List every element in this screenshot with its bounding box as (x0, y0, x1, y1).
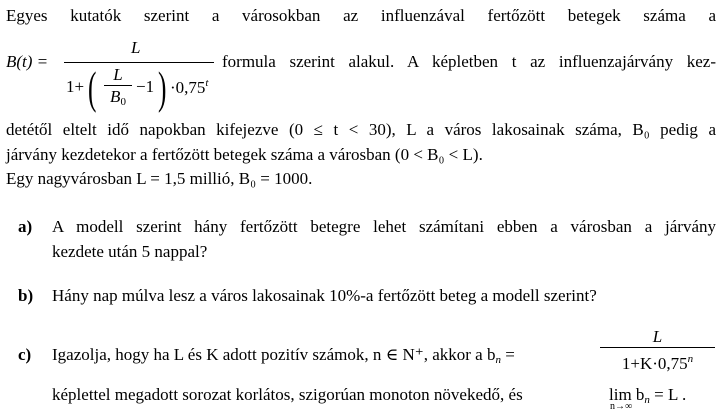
question-a-line-1: A modell szerint hány fertőzött betegre lehet számítani ebben a városban a járvány (52, 217, 716, 236)
question-c-label: c) (18, 345, 32, 364)
inner-fraction (104, 65, 132, 113)
intro-line-3: detétől eltelt idő napokban kifejezve (0 ≤ t < 30), L a város lakosainak száma, B₀ pedig a (6, 120, 716, 139)
right-paren: ) (158, 62, 167, 113)
formula-after-text: formula szerint alakul. A képletben t az influenzajárvány kez- (222, 52, 716, 71)
formula-den-rest: −1 (136, 77, 155, 96)
question-a-label: a) (18, 217, 33, 236)
inner-denominator: $B_0$ (104, 85, 132, 113)
question-b-line-1: Hány nap múlva lesz a város lakosainak 10%-a fertőzött beteg a modell szerint? (52, 286, 597, 305)
intro-line-1: Egyes kutatók szerint a városokban az influenzával fertőzött betegek száma a (6, 6, 716, 25)
formula-lhs: B(t) = (6, 52, 49, 71)
formula-numerator: L (131, 38, 141, 57)
formula-fraction-bar (64, 62, 214, 63)
bn-denominator: $1+K\cdot 0,75^n$ (600, 347, 715, 375)
question-b-label: b) (18, 286, 34, 305)
formula-denominator (66, 62, 216, 113)
limit-expression: $\lim b_n = L$ . n→∞ (609, 385, 687, 412)
question-a-line-2: kezdete után 5 nappal? (52, 242, 208, 261)
bn-fraction (600, 327, 715, 375)
question-c-line-2: képlettel megadott sorozat korlátos, szigorúan monoton növekedő, és (52, 385, 523, 404)
formula-den-tail: $\cdot 0,75^t$ (170, 77, 209, 97)
limit-subscript: n→∞ (610, 401, 633, 412)
intro-line-4: járvány kezdetekor a fertőzött betegek száma a városban (0 < B₀ < L). (6, 145, 483, 164)
formula-den-one-plus: 1+ (66, 77, 85, 96)
inner-numerator: L (113, 65, 123, 84)
question-c-line-1: Igazolja, hogy ha L és K adott pozitív számok, n ∈ N⁺, akkor a $b_n$ = (52, 345, 515, 366)
left-paren: ( (88, 62, 97, 113)
intro-line-5: Egy nagyvárosban L = 1,5 millió, B₀ = 1000. (6, 169, 313, 188)
bn-numerator: L (652, 327, 663, 346)
